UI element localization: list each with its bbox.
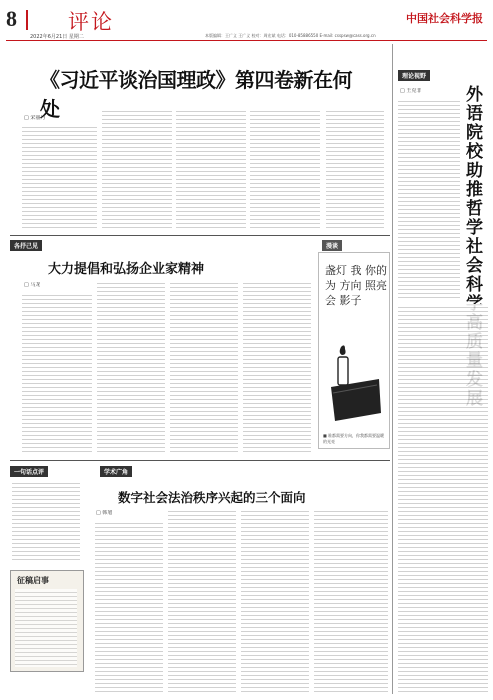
lead-article-body-col2 <box>102 108 172 229</box>
article2-body-col1 <box>22 292 92 454</box>
cartoon-handwriting: 盏灯 我 你的 为 方向 照亮 会 影子 <box>325 264 387 307</box>
issue-date: 2022年6月21日 星期二 <box>30 34 84 40</box>
lead-article-body-col4 <box>250 108 320 229</box>
right-article-body-top <box>398 98 460 298</box>
lead-article-body-col1 <box>22 124 97 229</box>
cartoon-caption: ■ 谁都需要方向，你我都需要温暖的光亮 <box>323 433 385 444</box>
lead-article-body-col5 <box>326 108 384 229</box>
section-divider-2 <box>10 460 390 461</box>
cartoon-frame <box>318 252 390 449</box>
academic-tag: 学术广角 <box>100 466 132 477</box>
article2-body-col4 <box>243 280 311 454</box>
lead-article-byline: □ 宋丽丹 <box>24 115 46 121</box>
article2-body-col3 <box>170 280 238 454</box>
article3-title: 数字社会法治秩序兴起的三个面向 <box>118 490 306 505</box>
newspaper-masthead: 中国社会科学报 <box>406 12 483 25</box>
article2-body-col2 <box>97 280 165 454</box>
call-for-papers-body <box>15 589 77 667</box>
call-for-papers-box <box>10 570 84 672</box>
lead-article-body-col3 <box>176 108 246 229</box>
article2-byline: □ 马龙 <box>24 282 41 288</box>
editor-info-line: 本版编辑：王广义 王广义 校对：周宏斌 电话：010-85886550 E-mail: csspsw@cass.org.cn <box>205 33 376 38</box>
section-title: 评论 <box>68 10 114 34</box>
column-tag-opinions: 各抒己见 <box>10 240 42 251</box>
lead-article-title: 《习近平谈治国理政》第四卷新在何处 <box>40 68 352 121</box>
candle-illustration <box>327 343 383 428</box>
right-article-title: 外语院校助推哲学社会科 <box>466 85 483 295</box>
quick-comment-tag: 一句话点评 <box>10 466 48 477</box>
article3-body-col4 <box>314 508 388 692</box>
theory-tag: 理论视野 <box>398 70 430 81</box>
article3-byline: □ 韩旭 <box>96 510 113 516</box>
right-article-byline: □ 王克非 <box>400 88 422 94</box>
article3-body-col1 <box>95 520 163 692</box>
cartoon-tag: 漫谈 <box>322 240 342 251</box>
article3-body-col3 <box>241 508 309 692</box>
quick-comment-body <box>12 480 80 560</box>
right-article-body-bottom <box>398 304 488 692</box>
article2-title: 大力提倡和弘扬企业家精神 <box>48 262 205 277</box>
header-divider <box>6 40 487 41</box>
section-divider-1 <box>10 235 390 236</box>
call-for-papers-title: 征稿启事 <box>17 575 49 585</box>
vertical-divider <box>392 44 393 694</box>
page-number: 8 <box>6 6 17 31</box>
article3-body-col2 <box>168 508 236 692</box>
header-rule-left <box>26 10 28 30</box>
